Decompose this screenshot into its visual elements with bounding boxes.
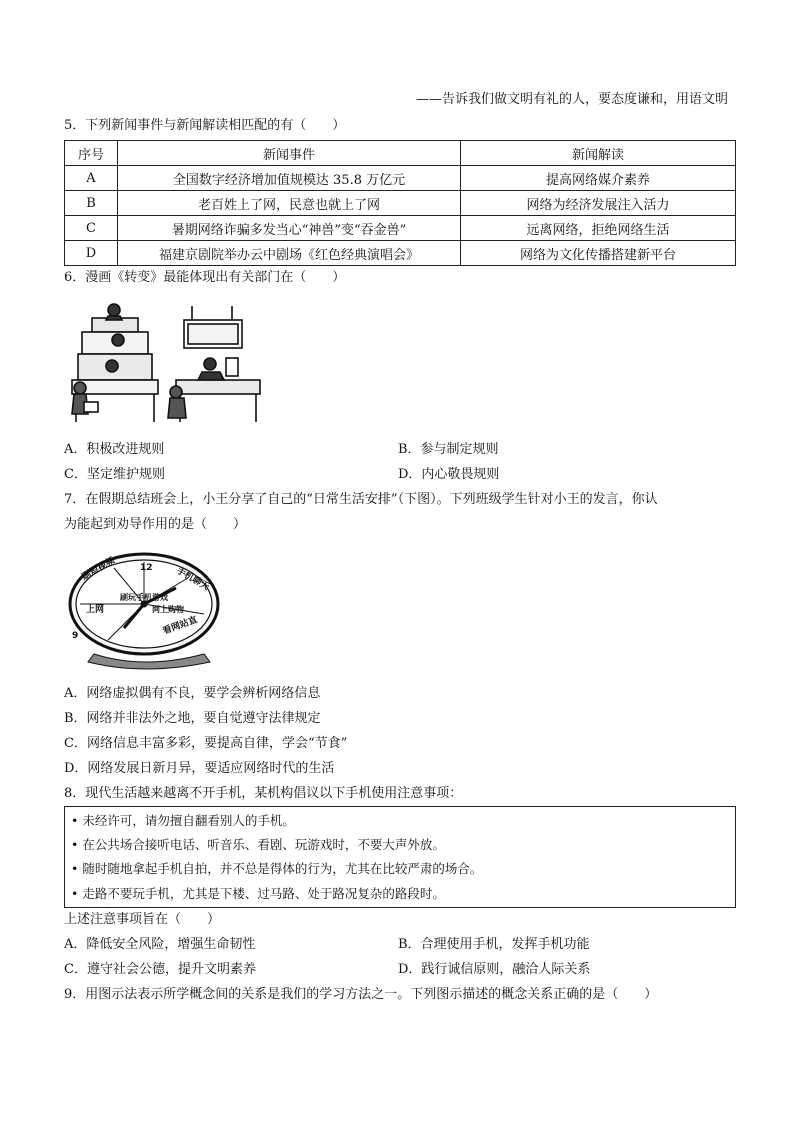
table-cell: 全国数字经济增加值规模达 35.8 万亿元: [118, 166, 461, 191]
table-cell: D: [65, 241, 118, 266]
q7-option-a: A．网络虚拟偶有不良，要学会辨析网络信息: [64, 686, 321, 701]
table-cell: B: [65, 191, 118, 216]
table-cell: C: [65, 216, 118, 241]
table-cell: 网络为文化传播搭建新平台: [461, 241, 736, 266]
q6-stem: 6．漫画《转变》最能体现出有关部门在（ ）: [64, 270, 346, 285]
q6-option-c: C．坚定维护规则: [64, 467, 165, 482]
q8-option-c: C．遵守社会公德，提升文明素养: [64, 962, 256, 977]
table-header: 新闻解读: [461, 141, 736, 166]
q8-option-d: D．践行诚信原则，融洽人际关系: [398, 962, 591, 977]
table-cell: 网络为经济发展注入活力: [461, 191, 736, 216]
q6-option-b: B．参与制定规则: [398, 442, 499, 457]
q6-option-a: A．积极改进规则: [64, 442, 165, 457]
table-cell: 暑期网络诈骗多发当心“神兽”变“吞金兽”: [118, 216, 461, 241]
table-header: 序号: [65, 141, 118, 166]
list-item: • 走路不要玩手机，尤其是下楼、过马路、处于路况复杂的路段时。: [71, 886, 445, 901]
clock-label: 刷短视频: [80, 555, 117, 583]
table-row: [65, 166, 736, 191]
table-cell: 老百姓上了网，民意也就上了网: [118, 191, 461, 216]
q8-stem: 8．现代生活越来越离不开手机，某机构倡议以下手机使用注意事项：: [64, 786, 463, 801]
list-item: • 在公共场合接听电话、听音乐、看剧、玩游戏时，不要大声外放。: [71, 837, 445, 852]
table-cell: 福建京剧院举办云中剧场《红色经典演唱会》: [118, 241, 461, 266]
q7-option-d: D．网络发展日新月异，要适应网络时代的生活: [64, 761, 335, 776]
cartoon-transformation-image: [64, 298, 264, 426]
clock-label: 9: [72, 631, 79, 641]
clock-label: 刷玩手机游戏: [120, 593, 168, 602]
table-row: [65, 216, 736, 241]
daily-schedule-clock-image: [64, 548, 224, 674]
phone-etiquette-box: [64, 806, 736, 908]
clock-label: 手机聊天: [174, 565, 211, 593]
news-table: [64, 140, 736, 266]
q6-option-d: D．内心敬畏规则: [398, 467, 500, 482]
table-cell: 远离网络，拒绝网络生活: [461, 216, 736, 241]
list-item: • 未经许可，请勿擅自翻看别人的手机。: [71, 813, 295, 828]
list-item: • 随时随地拿起手机自拍，并不总是得体的行为，尤其在比较严肃的场合。: [71, 861, 483, 876]
q5-stem: 5．下列新闻事件与新闻解读相匹配的有（ ）: [64, 118, 346, 133]
quote-text: ——告诉我们做文明有礼的人，要态度谦和，用语文明: [415, 92, 728, 107]
clock-label: 网上购物: [152, 605, 184, 614]
q7-option-b: B．网络并非法外之地，要自觉遵守法律规定: [64, 711, 321, 726]
table-row: [65, 241, 736, 266]
q8-followup: 上述注意事项旨在（ ）: [64, 912, 221, 927]
table-cell: 提高网络媒介素养: [461, 166, 736, 191]
table-header-row: [65, 141, 736, 166]
q7-stem-line1: 7．在假期总结班会上，小王分享了自己的“日常生活安排”（下图）。下列班级学生针对小王的发言，你认: [64, 492, 658, 507]
clock-label: 看网站直: [161, 615, 199, 637]
q8-option-b: B．合理使用手机，发挥手机功能: [398, 937, 590, 952]
clock-label: 上网: [86, 605, 105, 615]
q8-option-a: A．降低安全风险，增强生命韧性: [64, 937, 256, 952]
q7-stem-line2: 为能起到劝导作用的是（ ）: [64, 517, 247, 532]
table-cell: A: [65, 166, 118, 191]
table-row: [65, 191, 736, 216]
clock-label: 12: [140, 563, 153, 573]
table-header: 新闻事件: [118, 141, 461, 166]
q9-stem: 9．用图示法表示所学概念间的关系是我们的学习方法之一。下列图示描述的概念关系正确的是（ ）: [64, 987, 658, 1002]
q7-option-c: C．网络信息丰富多彩，要提高自律，学会“节食”: [64, 736, 348, 751]
